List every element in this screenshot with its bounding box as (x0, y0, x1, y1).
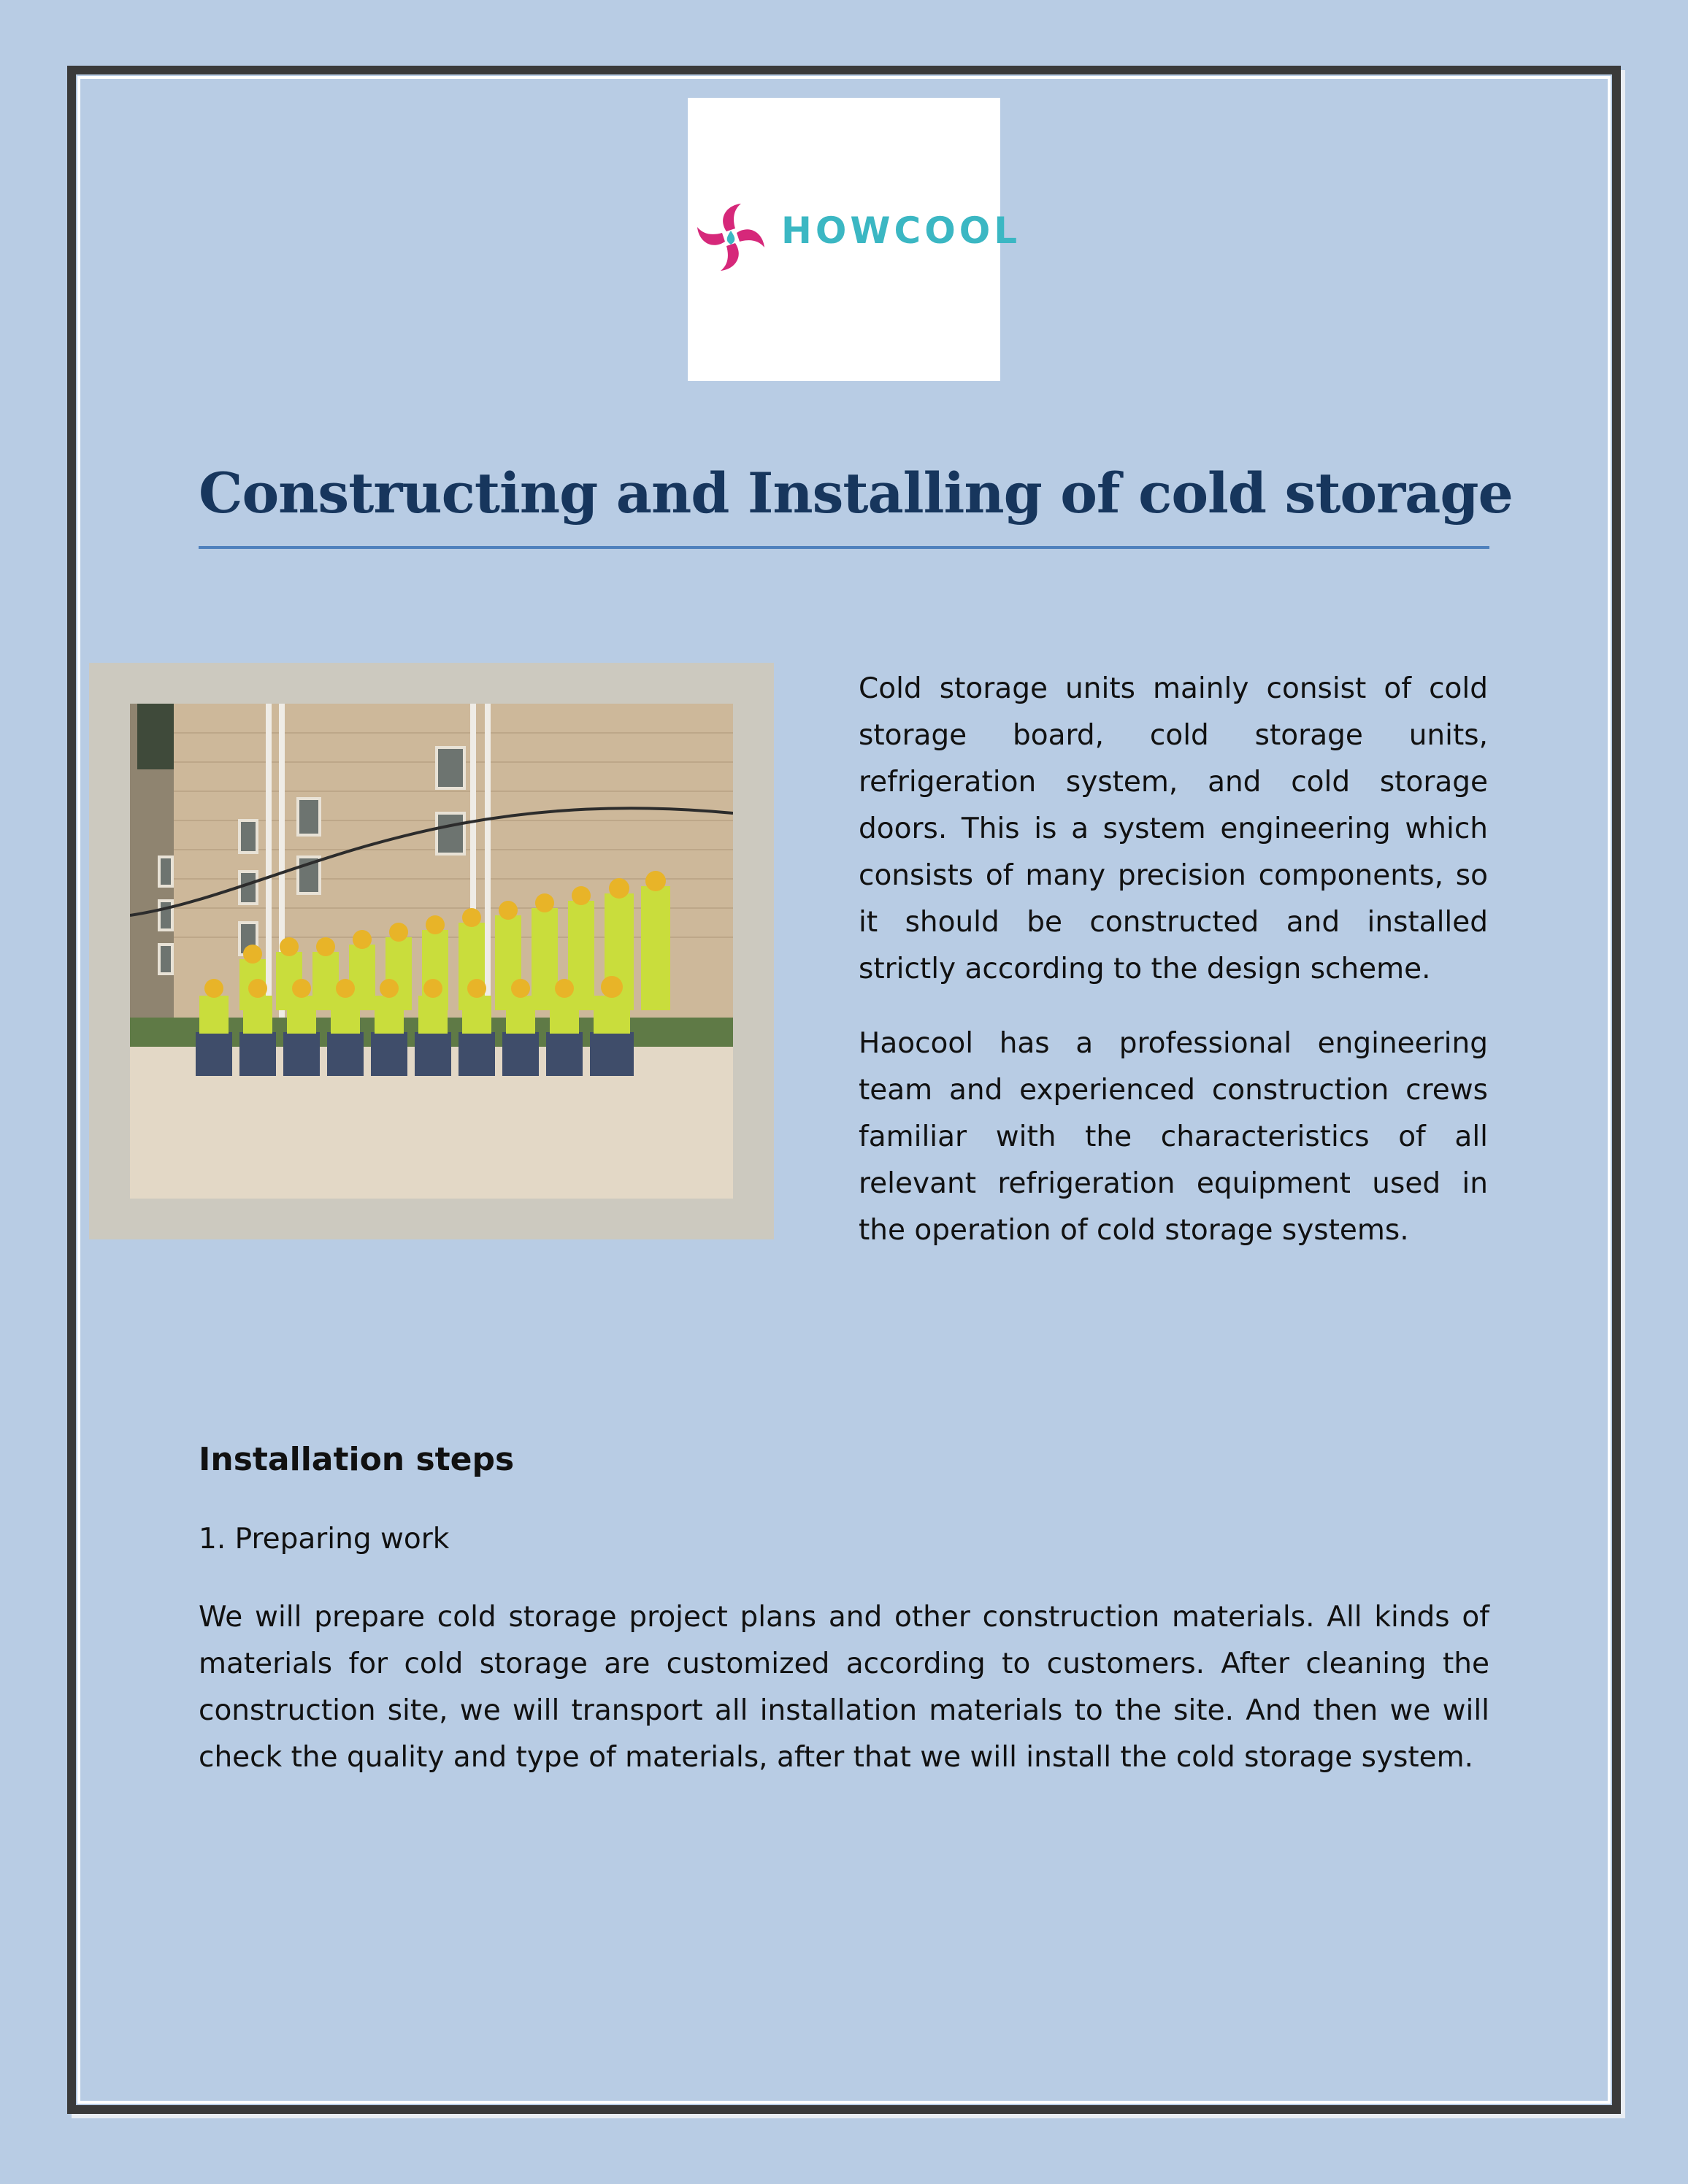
brand-wordmark: HOWCOOL (781, 209, 1021, 252)
step-title: 1. Preparing work (199, 1523, 450, 1556)
pinwheel-droplet-logo-icon (691, 197, 771, 277)
intro-paragraph: Haocool has a professional engineering team and experienced construction crews familiar with the characteristics of all relevant refrigeration equipment used in the operation of cold storage systems. (859, 1027, 1488, 1247)
intro-text (859, 666, 1488, 1282)
logo (688, 98, 1021, 381)
photo-frame (89, 663, 774, 1239)
step-body: We will prepare cold storage project plans and other construction materials. All kinds of materials for cold storage are customized according to customers. After cleaning the construction site, we will transport all installation materials to the site. And then we will check the quality and type of materials, after that we will install the cold storage system. (199, 1601, 1489, 1774)
installation-steps-heading: Installation steps (199, 1441, 515, 1478)
title-underline (199, 546, 1489, 549)
intro-paragraph: Cold storage units mainly consist of cold storage board, cold storage units, refrigeration system, and cold storage doors. This is a system engineering which consists of many precision components, so it should be constructed and installed strictly according to the design scheme. (859, 672, 1488, 985)
page-title: Constructing and Installing of cold storage (199, 461, 1513, 526)
construction-team-photo (130, 704, 733, 1199)
